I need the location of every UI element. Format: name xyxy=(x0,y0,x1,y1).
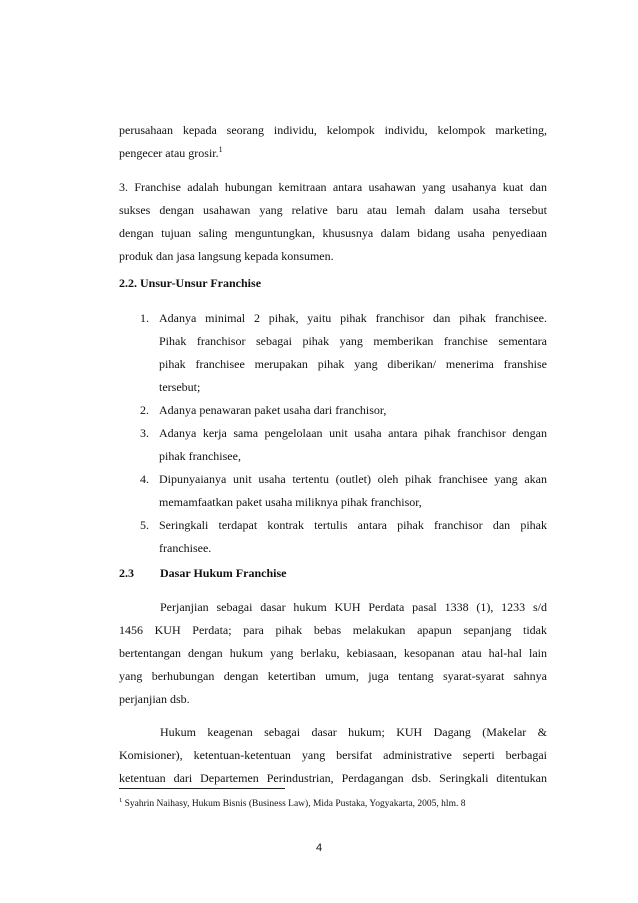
text-line: ketentuan dari Departemen Perindustrian, Perdagangan dsb. Seringkali ditentukan xyxy=(119,771,547,785)
text-line: Adanya kerja sama pengelolaan unit usaha antara pihak franchisor dengan xyxy=(159,426,547,440)
text-line: 3. Franchise adalah hubungan kemitraan antara usahawan yang usahanya kuat dan xyxy=(119,180,547,194)
footnote-separator xyxy=(119,788,285,789)
list-item-line xyxy=(159,472,547,487)
paragraph-3-line xyxy=(119,249,547,264)
text-line: franchisee. xyxy=(159,541,212,555)
paragraph-line xyxy=(119,692,547,707)
text-line: Adanya minimal 2 pihak, yaitu pihak franchisor dan pihak franchisee. xyxy=(159,311,547,325)
text-line: yang berhubungan dengan ketertiban umum, juga tentang syarat-syarat sahnya xyxy=(119,669,547,683)
paragraph-line xyxy=(119,646,547,661)
list-number: 1. xyxy=(140,311,149,325)
list-number: 4. xyxy=(140,472,149,486)
list-item-line xyxy=(159,357,547,372)
paragraph-line xyxy=(119,623,547,638)
text-line: tersebut; xyxy=(159,380,201,394)
list-item-line xyxy=(159,449,547,464)
text-line: Seringkali terdapat kontrak tertulis antara pihak franchisor dan pihak xyxy=(159,518,547,532)
text-line: Perjanjian sebagai dasar hukum KUH Perdata pasal 1338 (1), 1233 s/d xyxy=(160,600,547,614)
paragraph-line xyxy=(119,669,547,684)
text-line: perusahaan kepada seorang individu, kelompok individu, kelompok marketing, xyxy=(119,123,547,137)
intro-paragraph xyxy=(119,123,547,138)
list-item-line xyxy=(159,311,547,326)
section-heading: Dasar Hukum Franchise xyxy=(160,566,287,580)
text-line: bertentangan dengan hukum yang berlaku, kebiasaan, kesopanan atau hal-hal lain xyxy=(119,646,547,660)
text-line: Dipunyaianya unit usaha tertentu (outlet) oleh pihak franchisee yang akan xyxy=(159,472,547,486)
page-number: 4 xyxy=(315,842,323,854)
paragraph-line xyxy=(119,771,547,786)
text-line: perjanjian dsb. xyxy=(119,692,190,706)
paragraph-3 xyxy=(119,180,547,195)
paragraph-line xyxy=(119,748,547,763)
list-item-line xyxy=(159,518,547,533)
paragraph-3-line xyxy=(119,203,547,218)
text-line: Komisioner), ketentuan-ketentuan yang bersifat administrative seperti berbagai xyxy=(119,748,547,762)
text-line: 1456 KUH Perdata; para pihak bebas melakukan apapun sepanjang tidak xyxy=(119,623,547,637)
list-number: 5. xyxy=(140,518,149,532)
text-line: Hukum keagenan sebagai dasar hukum; KUH Dagang (Makelar & xyxy=(160,725,547,739)
section-number: 2.3 xyxy=(119,566,134,580)
list-item-line xyxy=(159,380,547,395)
text-line: pihak franchisee merupakan pihak yang diberikan/ menerima franshise xyxy=(159,357,547,371)
paragraph-3-line xyxy=(119,226,547,241)
footnote-text: Syahrin Naihasy, Hukum Bisnis (Business Law), Mida Pustaka, Yogyakarta, 2005, hlm. 8 xyxy=(124,799,466,809)
list-number: 2. xyxy=(140,403,149,417)
text-line: Adanya penawaran paket usaha dari franchisor, xyxy=(159,403,387,417)
footnote xyxy=(119,796,466,809)
list-item-line xyxy=(159,495,547,510)
text-line: produk dan jasa langsung kepada konsumen. xyxy=(119,249,334,263)
intro-paragraph-end xyxy=(119,146,547,161)
footnote-reference: 1 xyxy=(218,145,223,154)
list-number: 3. xyxy=(140,426,149,440)
footnote-marker: 1 xyxy=(119,796,123,804)
text-line: pengecer atau grosir. xyxy=(119,146,219,160)
section-heading: 2.2. Unsur-Unsur Franchise xyxy=(119,276,262,290)
list-item-line xyxy=(159,334,547,349)
text-line: dengan tujuan saling menguntungkan, khususnya dalam bidang usaha penyediaan xyxy=(119,226,547,240)
text-line: sukses dengan usahawan yang relative baru atau lemah dalam usaha tersebut xyxy=(119,203,547,217)
text-line: Pihak franchisor sebagai pihak yang memberikan franchise sementara xyxy=(159,334,547,348)
list-item-line xyxy=(159,541,547,556)
text-line: pihak franchisee, xyxy=(159,449,241,463)
list-item-line xyxy=(159,403,547,418)
paragraph-line xyxy=(160,600,547,615)
paragraph-line xyxy=(160,725,547,740)
text-line: memamfaatkan paket usaha miliknya pihak franchisor, xyxy=(159,495,422,509)
list-item-line xyxy=(159,426,547,441)
